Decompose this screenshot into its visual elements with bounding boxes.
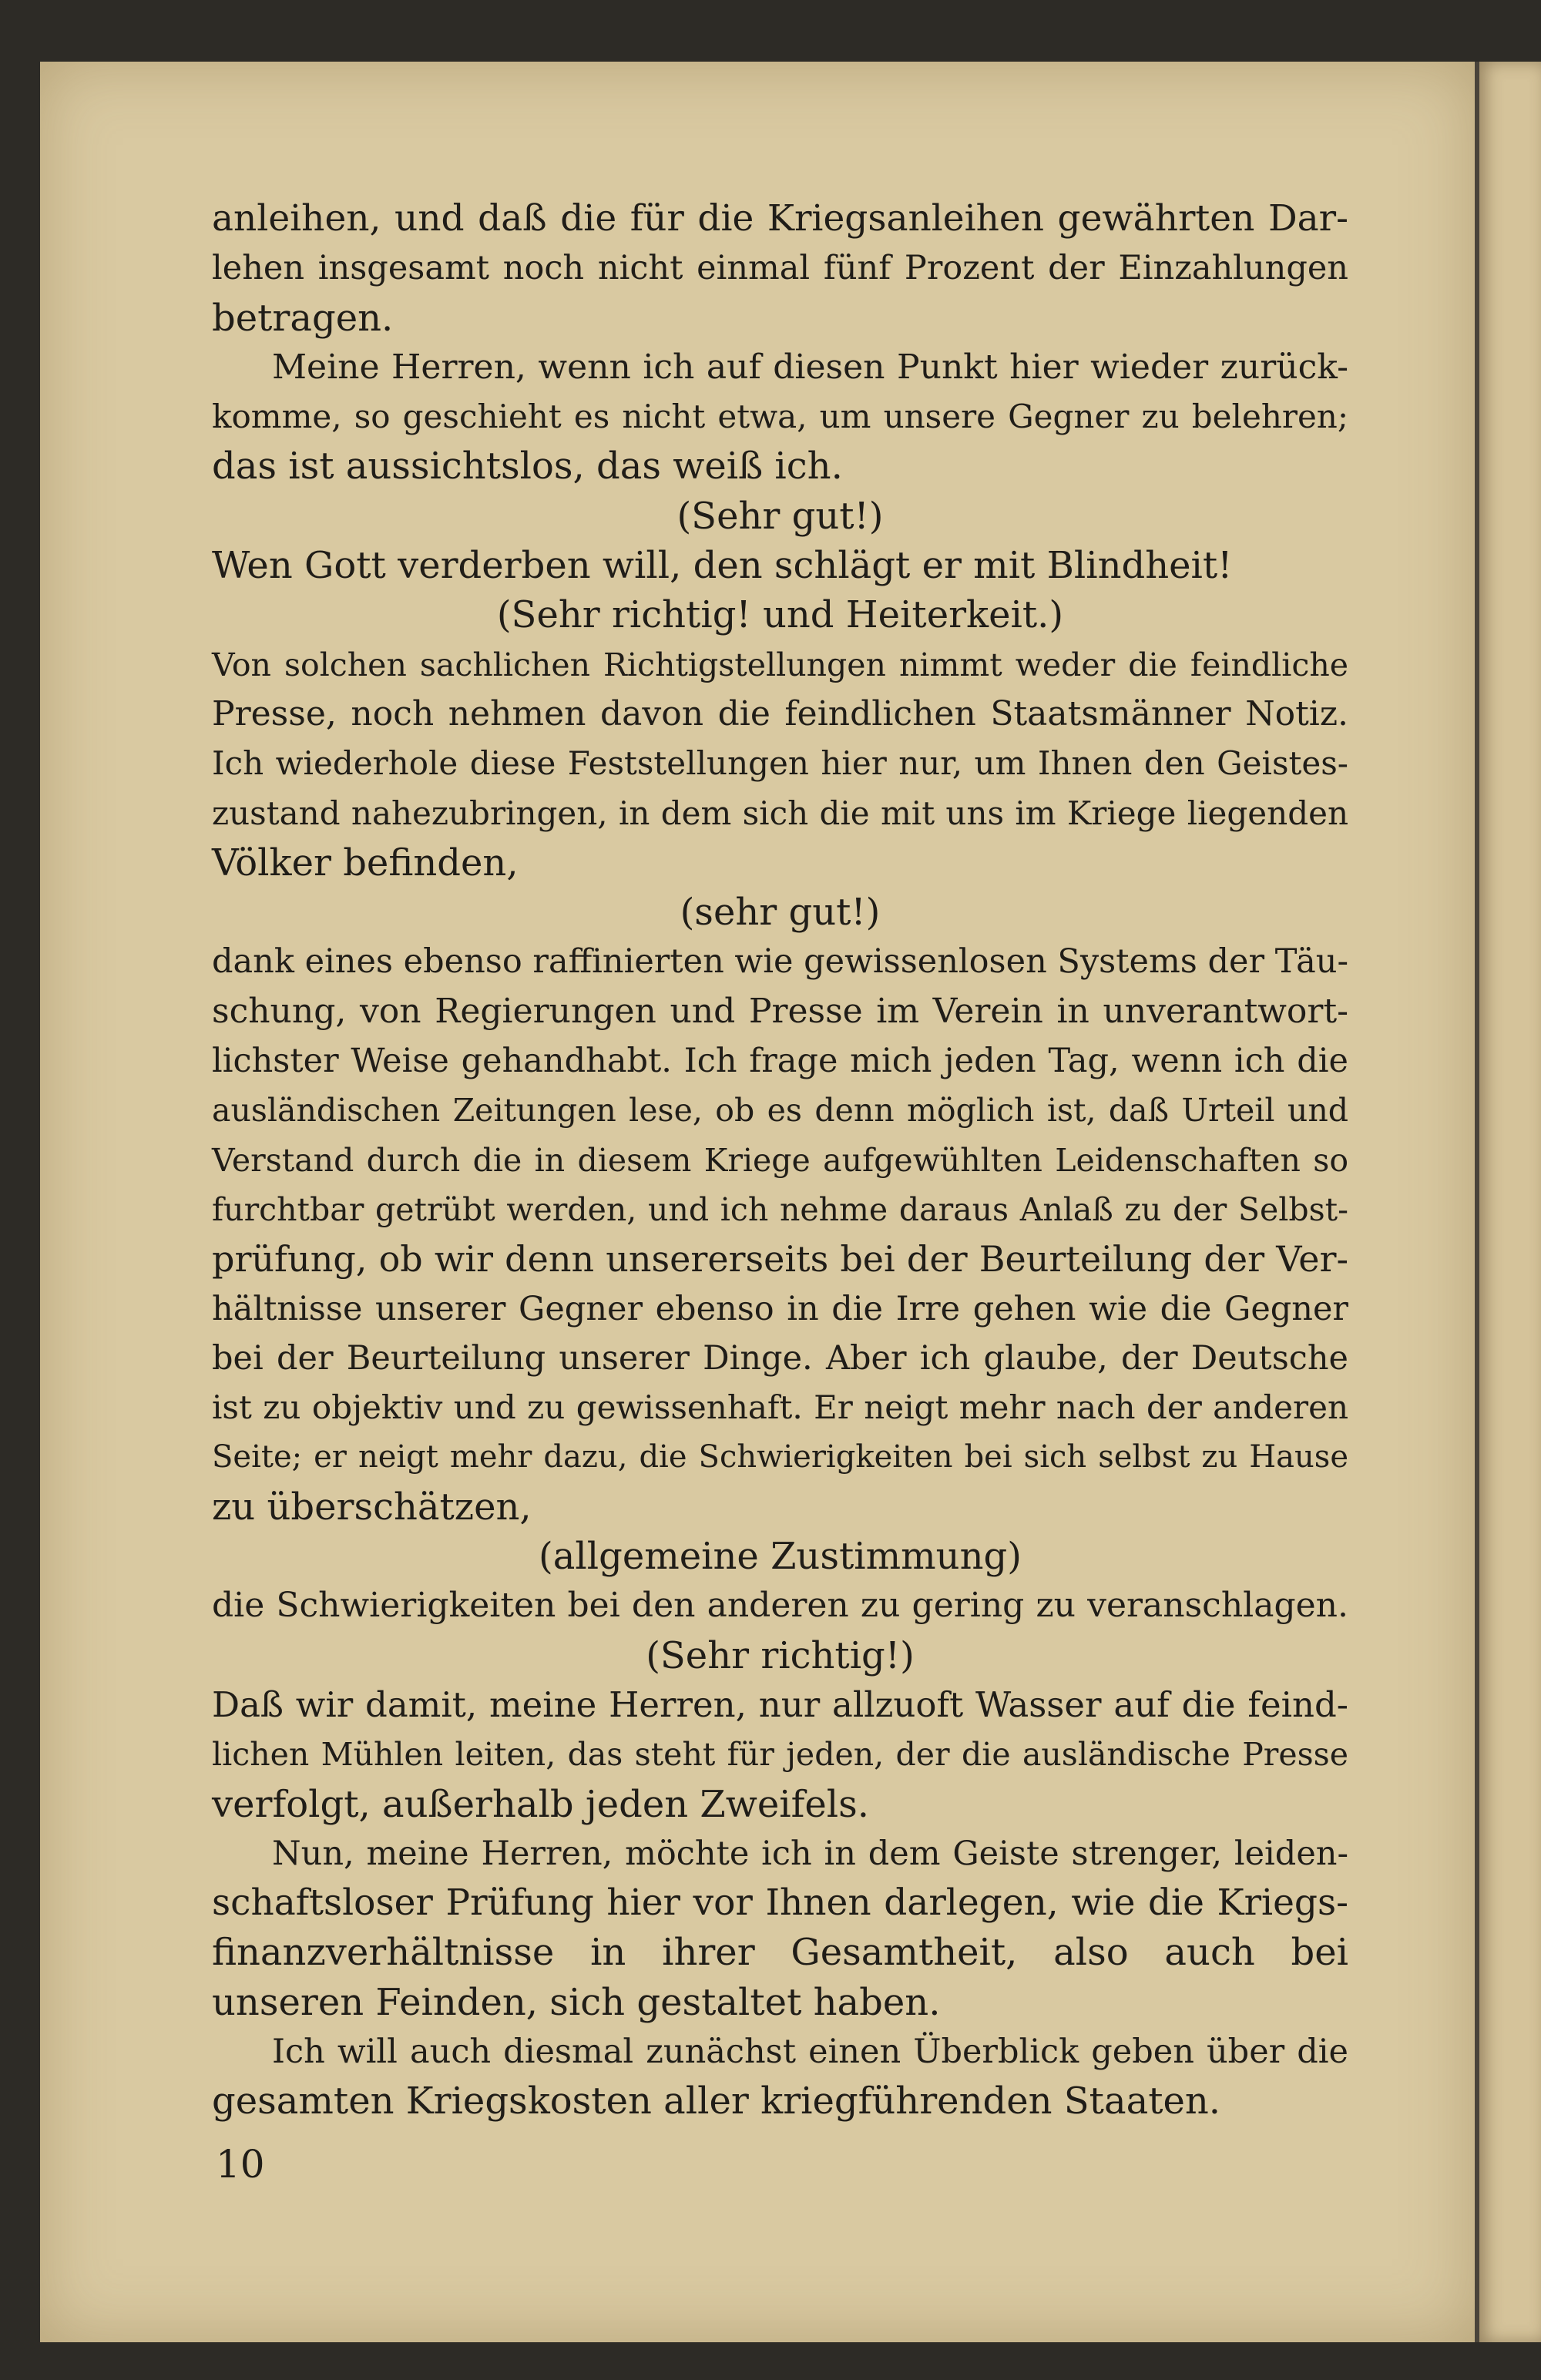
text-line: lichen Mühlen leiten, das steht für jeden, der die ausländische Presse [212, 1736, 1348, 1774]
interjection: (sehr gut!) [680, 891, 881, 935]
adjacent-page-edge [1479, 62, 1541, 2342]
text-line: das ist aussichtslos, das weiß ich. [212, 445, 843, 488]
text-line: finanzverhältnisse in ihrer Gesamtheit, also auch bei [212, 1931, 1348, 1975]
interjection: (allgemeine Zustimmung) [539, 1535, 1022, 1579]
text-line: schaftsloser Prüfung hier vor Ihnen darlegen, wie die Kriegs- [212, 1882, 1348, 1925]
text-line: furchtbar getrübt werden, und ich nehme daraus Anlaß zu der Selbst- [212, 1190, 1348, 1228]
text-line: hältnisse unserer Gegner ebenso in die Irre gehen wie die Gegner [212, 1289, 1348, 1328]
interjection: (Sehr gut!) [676, 494, 884, 538]
text-line: Wen Gott verderben will, den schlägt er mit Blindheit! [212, 544, 1233, 588]
text-line: gesamten Kriegskosten aller kriegführenden Staaten. [212, 2080, 1221, 2123]
text-line: Meine Herren, wenn ich auf diesen Punkt hier wieder zurück- [272, 347, 1348, 387]
text-line: Ich will auch diesmal zunächst einen Überblick geben über die [272, 2032, 1348, 2071]
text-line: Daß wir damit, meine Herren, nur allzuoft Wasser auf die feind- [212, 1683, 1348, 1725]
text-line: verfolgt, außerhalb jeden Zweifels. [212, 1782, 870, 1826]
text-line: zu überschätzen, [212, 1485, 532, 1529]
text-line: lichster Weise gehandhabt. Ich frage mich jeden Tag, wenn ich die [212, 1042, 1348, 1081]
page-text [212, 194, 1348, 2127]
text-line: Nun, meine Herren, möchte ich in dem Geiste strenger, leiden- [272, 1834, 1348, 1873]
text-line: unseren Feinden, sich gestaltet haben. [212, 1980, 941, 2024]
text-line: Seite; er neigt mehr dazu, die Schwierigkeiten bei sich selbst zu Hause [212, 1439, 1348, 1475]
text-line: komme, so geschieht es nicht etwa, um unsere Gegner zu belehren; [212, 398, 1348, 436]
text-line: Völker befinden, [212, 841, 519, 885]
text-line: betragen. [212, 296, 394, 340]
text-line: ist zu objektiv und zu gewissenhaft. Er neigt mehr nach der anderen [212, 1388, 1348, 1427]
text-line: anleihen, und daß die für die Kriegsanleihen gewährten Dar- [212, 197, 1348, 240]
text-line: dank eines ebenso raffinierten wie gewissenlosen Systems der Täu- [212, 942, 1348, 982]
text-line: die Schwierigkeiten bei den anderen zu gering zu veranschlagen. [212, 1586, 1348, 1626]
page-number: 10 [216, 2142, 265, 2187]
text-line: zustand nahezubringen, in dem sich die mit uns im Kriege liegenden [212, 794, 1348, 832]
text-line: Von solchen sachlichen Richtigstellungen nimmt weder die feindliche [212, 646, 1348, 683]
text-line: Presse, noch nehmen davon die feindlichen Staatsmänner Notiz. [212, 693, 1348, 733]
text-line: bei der Beurteilung unserer Dinge. Aber ich glaube, der Deutsche [212, 1338, 1348, 1378]
text-line: schung, von Regierungen und Presse im Verein in unverantwort- [212, 991, 1348, 1031]
interjection: (Sehr richtig! und Heiterkeit.) [496, 593, 1064, 637]
text-line: Ich wiederhole diese Feststellungen hier nur, um Ihnen den Geistes- [212, 744, 1348, 783]
text-line: prüfung, ob wir denn unsererseits bei der Beurteilung der Ver- [212, 1238, 1348, 1281]
text-line: ausländischen Zeitungen lese, ob es denn möglich ist, daß Urteil und [212, 1092, 1348, 1130]
text-line: Verstand durch die in diesem Kriege aufgewühlten Leidenschaften so [212, 1141, 1348, 1179]
interjection: (Sehr richtig!) [646, 1633, 915, 1677]
text-line: lehen insgesamt noch nicht einmal fünf Prozent der Einzahlungen [212, 249, 1348, 288]
